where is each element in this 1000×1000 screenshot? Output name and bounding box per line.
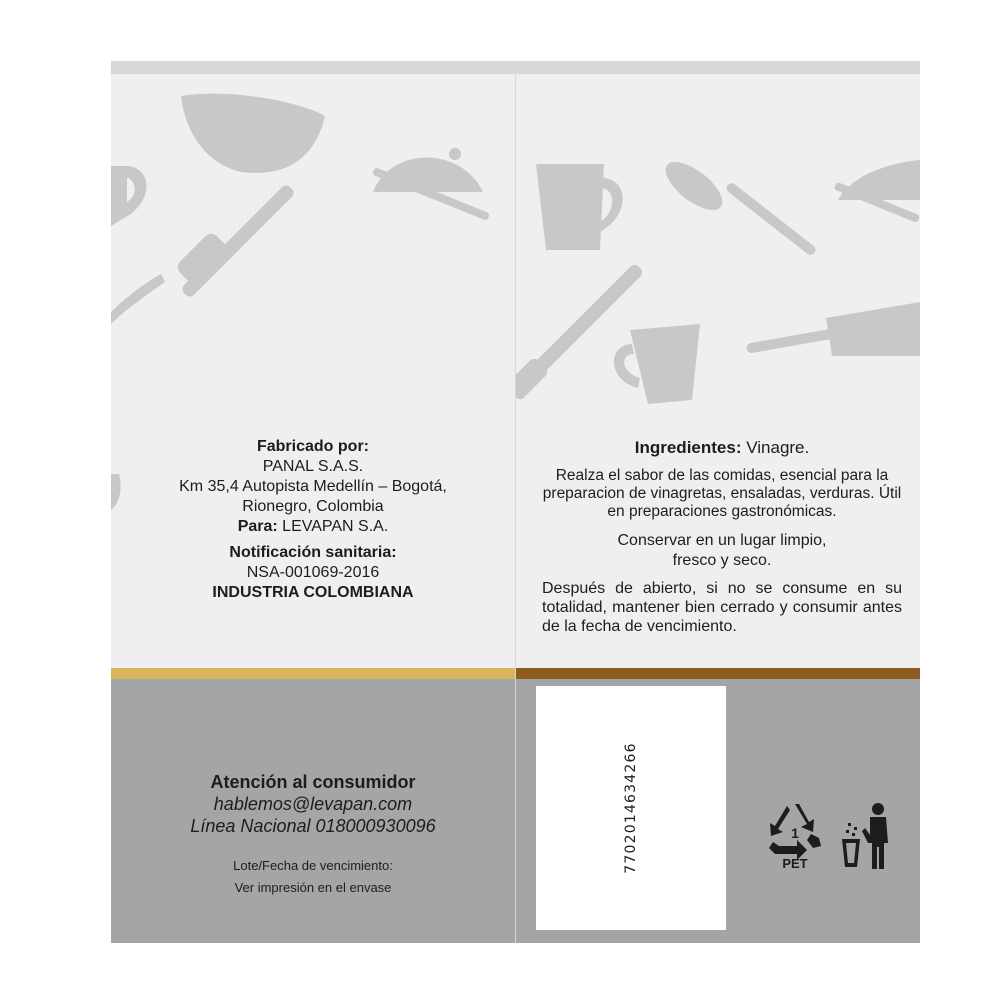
manufacturer-address-line1: Km 35,4 Autopista Medellín – Bogotá,: [179, 478, 447, 495]
manufacturer-company: PANAL S.A.S.: [262, 458, 364, 475]
for-label: Para:: [237, 518, 278, 535]
spatula-icon: [180, 183, 296, 299]
sanitary-number: NSA-001069-2016: [246, 564, 380, 581]
brown-band: [516, 668, 920, 679]
turner-icon: [746, 328, 836, 353]
recycle-pet-icon: [767, 802, 823, 872]
storage-line1: Conservar en un lugar limpio,: [617, 532, 827, 549]
for-value: LEVAPAN S.A.: [282, 518, 389, 535]
ingredients-value: Vinagre.: [741, 438, 810, 457]
storage-line2: fresco y seco.: [672, 552, 772, 569]
gold-band: [111, 668, 515, 679]
after-opening-instructions: Después de abierto, si no se consume en su totalidad, mantener bien cerrado y consumir antes de la fecha de vencimiento.: [542, 580, 902, 635]
top-strip: [111, 61, 515, 74]
slotted-spoon-icon: [658, 153, 730, 219]
ingredients-label: Ingredientes:: [634, 438, 742, 457]
barcode-area: [536, 686, 726, 930]
mug-icon: [536, 164, 604, 250]
top-strip: [516, 61, 920, 74]
recycle-code: 1: [791, 825, 799, 841]
ingredients-info: [542, 437, 902, 636]
consumer-phone: Línea Nacional 018000930096: [190, 816, 436, 836]
consumer-service: [111, 771, 515, 897]
consumer-email: hablemos@levapan.com: [213, 794, 413, 814]
recycle-material: PET: [782, 856, 808, 871]
dispose-in-bin-icon: [838, 801, 896, 871]
manufacturer-info: [111, 437, 515, 603]
lot-label: Lote/Fecha de vencimiento:: [233, 858, 393, 873]
lot-note: Ver impresión en el envase: [234, 880, 392, 895]
origin-text: INDUSTRIA COLOMBIANA: [212, 584, 414, 601]
cup-icon: [111, 166, 147, 226]
label-sheet: [111, 61, 919, 943]
manufacturer-address-line2: Rionegro, Colombia: [242, 498, 384, 515]
right-panel: [516, 61, 920, 943]
manufacturer-heading: Fabricado por:: [256, 438, 369, 455]
barcode-number: 7702014634266: [623, 742, 639, 874]
ladle-icon: [111, 274, 165, 324]
product-description: Realza el sabor de las comidas, esencial para la preparacion de vinagretas, ensaladas, verduras. Útil en preparaciones gastronómicas.: [542, 467, 902, 520]
mug-icon: [630, 324, 700, 404]
consumer-heading: Atención al consumidor: [210, 772, 416, 792]
left-panel: [111, 61, 515, 943]
bowl-icon: [181, 94, 325, 173]
sanitary-heading: Notificación sanitaria:: [229, 544, 397, 561]
